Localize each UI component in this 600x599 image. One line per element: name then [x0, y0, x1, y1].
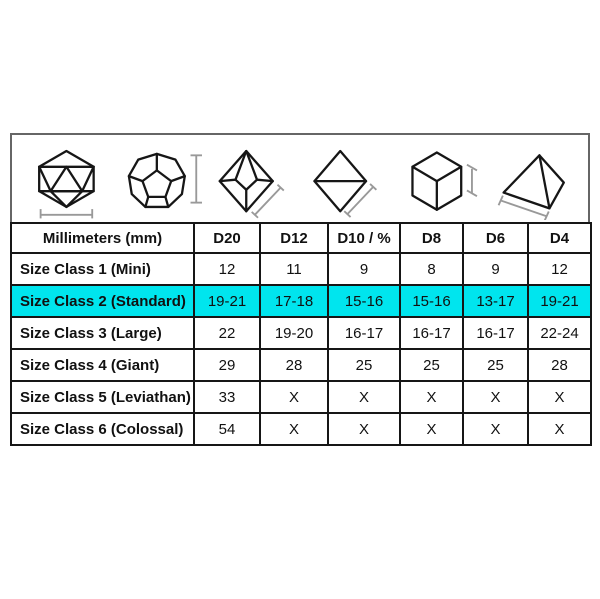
- size-cell: 15-16: [328, 285, 400, 317]
- size-cell: X: [260, 381, 328, 413]
- size-cell: X: [328, 381, 400, 413]
- size-class-row: [11, 413, 591, 445]
- size-cell: 13-17: [463, 285, 528, 317]
- size-cell: 17-18: [260, 285, 328, 317]
- size-cell: 15-16: [400, 285, 463, 317]
- size-cell: X: [528, 413, 591, 445]
- dice-size-chart: [10, 133, 590, 446]
- dice-size-table: [10, 222, 592, 446]
- size-class-row: [11, 349, 591, 381]
- header-cell-d6: D6: [463, 223, 528, 253]
- size-cell: 16-17: [400, 317, 463, 349]
- size-cell: 16-17: [463, 317, 528, 349]
- height-measure-bracket: [190, 155, 201, 202]
- width-measure-bracket: [41, 209, 93, 218]
- size-cell: X: [400, 381, 463, 413]
- size-cell: 19-21: [528, 285, 591, 317]
- edge-measure-bracket: [467, 165, 477, 197]
- d20-icon: [24, 148, 116, 220]
- d10-icon: [211, 148, 303, 220]
- row-label: Size Class 4 (Giant): [11, 349, 194, 381]
- d8-icon: [305, 148, 397, 220]
- d12-icon: [118, 148, 210, 220]
- size-cell: X: [400, 413, 463, 445]
- d4-icon: [492, 148, 584, 220]
- size-class-row: [11, 253, 591, 285]
- size-cell: 28: [260, 349, 328, 381]
- row-label: Size Class 1 (Mini): [11, 253, 194, 285]
- row-label: Size Class 6 (Colossal): [11, 413, 194, 445]
- size-cell: X: [328, 413, 400, 445]
- size-class-row: [11, 317, 591, 349]
- size-class-row-highlighted: [11, 285, 591, 317]
- size-cell: X: [463, 413, 528, 445]
- size-cell: 9: [328, 253, 400, 285]
- size-cell: 25: [463, 349, 528, 381]
- size-cell: 28: [528, 349, 591, 381]
- row-label: Size Class 3 (Large): [11, 317, 194, 349]
- size-cell: 22: [194, 317, 260, 349]
- size-cell: 25: [328, 349, 400, 381]
- size-cell: X: [260, 413, 328, 445]
- header-cell-d10: D10 / %: [328, 223, 400, 253]
- header-cell-d12: D12: [260, 223, 328, 253]
- size-cell: X: [463, 381, 528, 413]
- size-cell: 12: [528, 253, 591, 285]
- size-cell: 19-21: [194, 285, 260, 317]
- size-cell: 25: [400, 349, 463, 381]
- d6-icon: [398, 148, 490, 220]
- size-cell: 16-17: [328, 317, 400, 349]
- size-cell: 22-24: [528, 317, 591, 349]
- header-cell-millimeters: Millimeters (mm): [11, 223, 194, 253]
- header-row: [11, 223, 591, 253]
- size-cell: X: [528, 381, 591, 413]
- size-cell: 9: [463, 253, 528, 285]
- row-label: Size Class 2 (Standard): [11, 285, 194, 317]
- size-cell: 12: [194, 253, 260, 285]
- row-label: Size Class 5 (Leviathan): [11, 381, 194, 413]
- header-cell-d4: D4: [528, 223, 591, 253]
- header-cell-d20: D20: [194, 223, 260, 253]
- size-cell: 19-20: [260, 317, 328, 349]
- size-cell: 33: [194, 381, 260, 413]
- dice-icon-strip: [10, 133, 590, 222]
- size-cell: 54: [194, 413, 260, 445]
- size-cell: 29: [194, 349, 260, 381]
- header-cell-d8: D8: [400, 223, 463, 253]
- size-cell: 8: [400, 253, 463, 285]
- size-cell: 11: [260, 253, 328, 285]
- size-class-row: [11, 381, 591, 413]
